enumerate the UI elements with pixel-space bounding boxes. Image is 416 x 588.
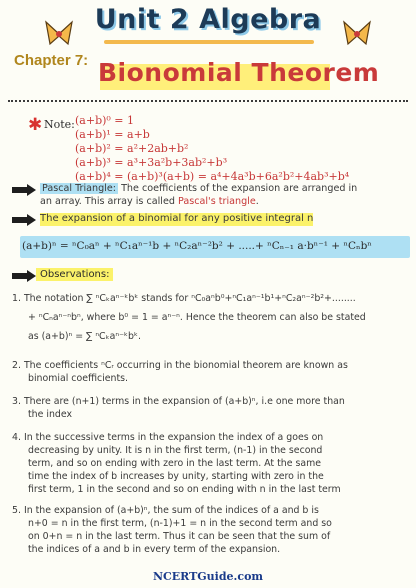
title-underline	[104, 40, 314, 44]
note-formula: (a+b)² = a²+2ab+b²	[75, 142, 189, 155]
divider	[8, 100, 408, 102]
item-line: The notation ∑ ⁿCₖaⁿ⁻ᵏbᵏ stands for ⁿC₀aⁿb⁰+ⁿC₁aⁿ⁻¹b¹+ⁿC₂aⁿ⁻²b²+........	[23, 293, 356, 304]
observation-line: decreasing by unity. It is n in the first term, (n-1) in the second	[28, 445, 323, 456]
observation-line: the indices of a and b in every term of the expansion.	[28, 544, 281, 555]
observation-item	[12, 360, 408, 373]
item-number: 2.	[12, 360, 21, 371]
observation-item	[12, 505, 408, 518]
item-line: In the successive terms in the expansion the index of a goes on	[23, 432, 324, 443]
pascal-text-end: .	[255, 196, 259, 207]
pascal-text: an array. This array is called	[40, 196, 178, 207]
pascal-term: Pascal Triangle:	[42, 183, 117, 194]
observation-line: on 0+n = n in the last term. Thus it can be seen that the sum of	[28, 531, 331, 542]
item-line: In the expansion of (a+b)ⁿ, the sum of the indices of a and b is	[23, 505, 319, 516]
observation-line: as (a+b)ⁿ = ∑ ⁿCₖaⁿ⁻ᵏbᵏ.	[28, 331, 141, 342]
observation-line: + ⁿCₙaⁿ⁻ⁿbⁿ, where b⁰ = 1 = aⁿ⁻ⁿ. Hence the theorem can also be stated	[28, 312, 366, 323]
item-number: 1.	[12, 293, 21, 304]
arrow-right-icon	[12, 184, 36, 196]
observation-item	[12, 396, 408, 409]
chapter-label: Chapter 7:	[14, 52, 89, 69]
item-number: 5.	[12, 505, 21, 516]
general-formula: (a+b)ⁿ = ⁿC₀aⁿ + ⁿC₁aⁿ⁻¹b + ⁿC₂aⁿ⁻²b² + .....+ ⁿCₙ₋₁ a·bⁿ⁻¹ + ⁿCₙbⁿ	[22, 240, 372, 252]
observation-line: the index	[28, 409, 73, 420]
item-number: 4.	[12, 432, 21, 443]
observation-line: time the index of b increases by unity, starting with zero in the	[28, 471, 324, 482]
observations-label: Observations:	[36, 268, 113, 281]
note-formula: (a+b)⁰ = 1	[75, 114, 135, 127]
observation-line: first term, 1 in the second and so on ending with n in the last term	[28, 484, 341, 495]
footer-site: NCERTGuide.com	[152, 570, 264, 583]
note-formula: (a+b)⁴ = (a+b)³(a+b) = a⁴+4a³b+6a²b²+4ab³+b⁴	[75, 170, 350, 183]
note-formula: (a+b)¹ = a+b	[75, 128, 150, 141]
arrow-right-icon	[12, 214, 36, 226]
pascal-text: The coefficients of the expansion are arranged in	[118, 183, 358, 194]
item-line: There are (n+1) terms in the expansion of (a+b)ⁿ, i.e one more than	[23, 396, 345, 407]
arrow-right-icon	[12, 270, 36, 282]
observation-line: n+0 = n in the first term, (n-1)+1 = n in the second term and so	[28, 518, 332, 529]
item-line: The coefficients ⁿCᵣ occurring in the bionomial theorem are known as	[23, 360, 348, 371]
general-heading: The expansion of a binomial for any positive integral n	[40, 213, 314, 224]
asterisk-icon: ✱	[28, 115, 43, 135]
pascal-line-1	[40, 183, 357, 196]
unit-title: Unit 2 Algebra	[94, 4, 322, 35]
pascal-line-2	[40, 196, 259, 209]
item-number: 3.	[12, 396, 21, 407]
note-label: Note:	[44, 118, 75, 131]
observation-line: binomial coefficients.	[28, 373, 129, 384]
observation-line: term, and so on ending with zero in the last term. At the same	[28, 458, 321, 469]
observation-item	[12, 293, 408, 306]
note-formula: (a+b)³ = a³+3a²b+3ab²+b³	[75, 156, 228, 169]
observation-item	[12, 432, 408, 445]
pascal-triangle-term: Pascal's triangle	[178, 196, 256, 207]
chapter-title: Bionomial Theorem	[98, 58, 380, 87]
